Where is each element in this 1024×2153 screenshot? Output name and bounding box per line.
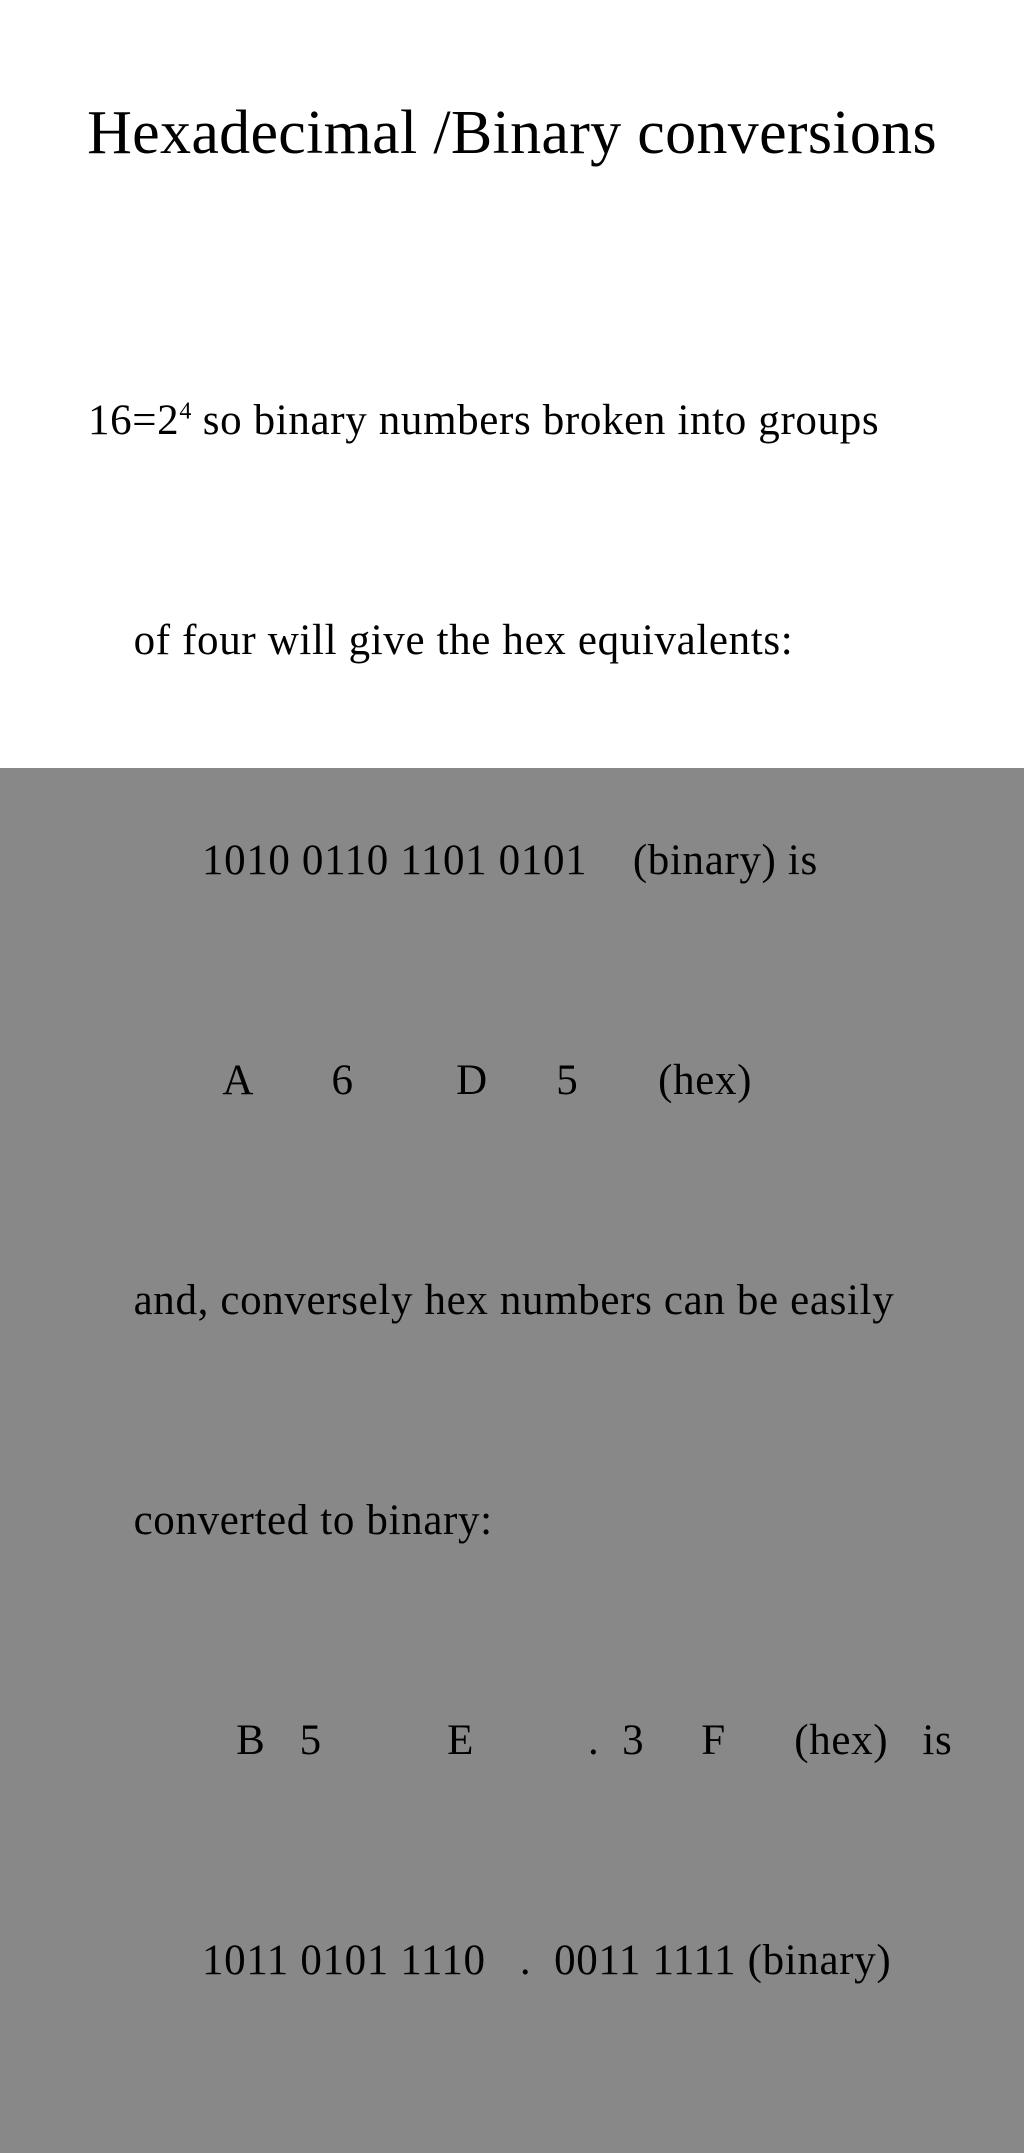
slide-body bbox=[88, 228, 1004, 2153]
body-line-equation bbox=[88, 393, 1004, 448]
body-line-converted: converted to binary: bbox=[88, 1497, 493, 1544]
equation-exponent: 4 bbox=[179, 398, 192, 425]
body-line-binary-result: 1011 0101 1110 . 0011 1111 (binary) bbox=[88, 1937, 892, 1984]
equation-text-post: so binary numbers broken into groups bbox=[191, 397, 880, 444]
body-line-hex-example: B 5 E . 3 F (hex) is bbox=[88, 1717, 953, 1764]
body-line-hex-result: A 6 D 5 (hex) bbox=[88, 1057, 753, 1104]
equation-text-pre: 16=2 bbox=[88, 397, 180, 444]
slide-title: Hexadecimal /Binary conversions bbox=[87, 99, 937, 167]
body-line-hex-equivalents: of four will give the hex equivalents: bbox=[88, 617, 794, 664]
body-line-conversely: and, conversely hex numbers can be easily bbox=[88, 1277, 895, 1324]
body-line-binary-example: 1010 0110 1101 0101 (binary) is bbox=[88, 837, 818, 884]
